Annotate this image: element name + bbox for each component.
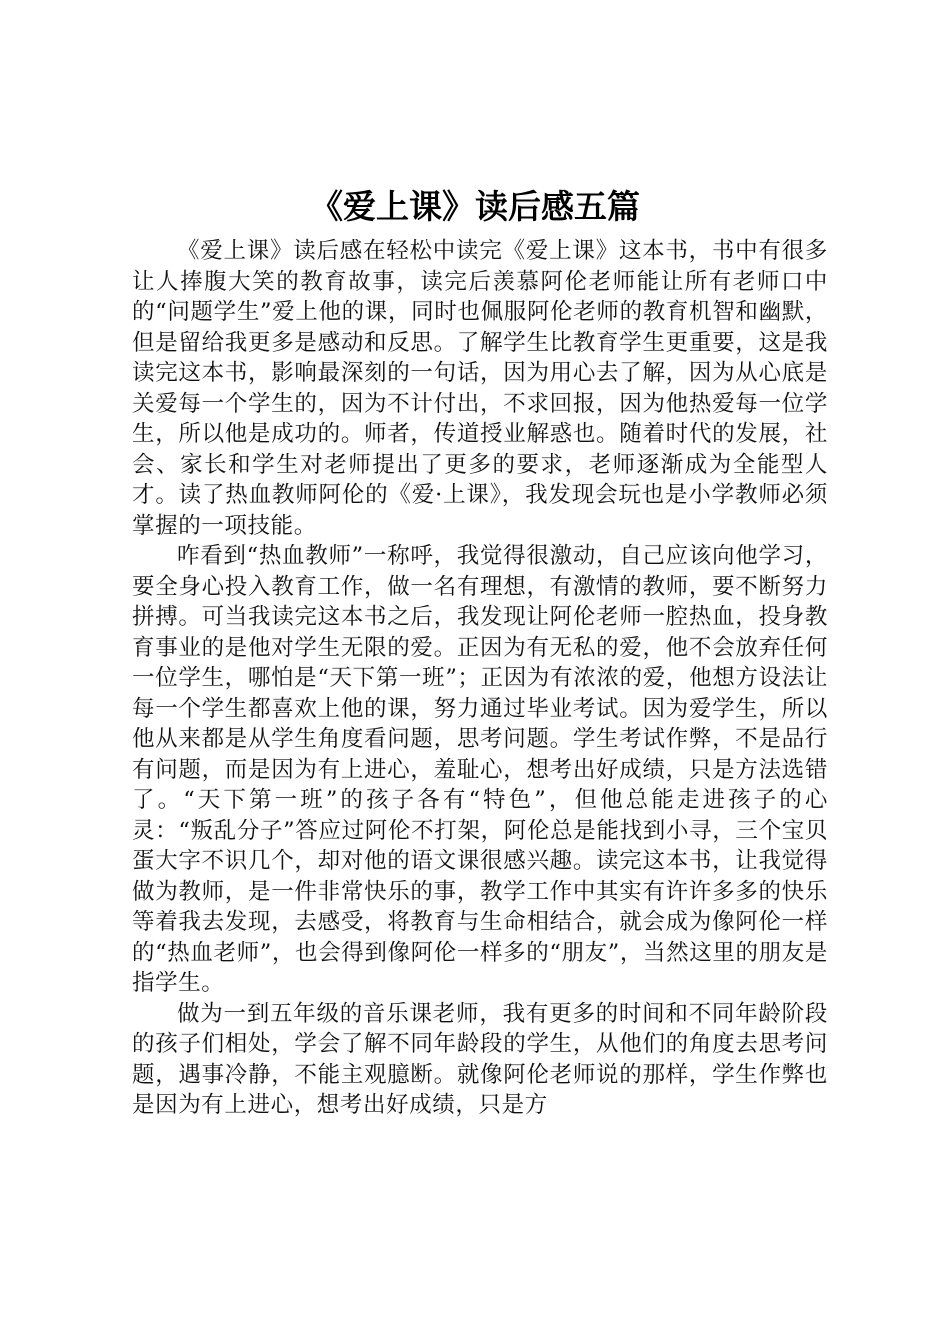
document-title: 《爱上课》读后感五篇: [310, 187, 640, 226]
document-body: [132, 236, 828, 1121]
paragraph: 《爱上课》读后感在轻松中读完《爱上课》这本书，书中有很多让人捧腹大笑的教育故事，读完后羡慕阿伦老师能让所有老师口中的“问题学生”爱上他的课，同时也佩服阿伦老师的教育机智和幽默，但是留给我更多是感动和反思。了解学生比教育学生更重要，这是我读完这本书，影响最深刻的一句话，因为用心去了解，因为从心底是关爱每一个学生的，因为不计付出，不求回报，因为他热爱每一位学生，所以他是成功的。师者，传道授业解惑也。随着时代的发展，社会、家长和学生对老师提出了更多的要求，老师逐渐成为全能型人才。读了热血教师阿伦的《爱·上课》，我发现会玩也是小学教师必须掌握的一项技能。: [132, 238, 828, 539]
paragraph: 咋看到“热血教师”一称呼，我觉得很激动，自己应该向他学习，要全身心投入教育工作，做一名有理想，有激情的教师，要不断努力拼搏。可当我读完这本书之后，我发现让阿伦老师一腔热血，投身教育事业的是他对学生无限的爱。正因为有无私的爱，他不会放弃任何一位学生，哪怕是“天下第一班”；正因为有浓浓的爱，他想方设法让每一个学生都喜欢上他的课，努力通过毕业考试。因为爱学生，所以他从来都是从学生角度看问题，思考问题。学生考试作弊，不是品行有问题，而是因为有上进心，羞耻心，想考出好成绩，只是方法选错了。“天下第一班”的孩子各有“特色”，但他总能走进孩子的心灵：“叛乱分子”答应过阿伦不打架，阿伦总是能找到小寻，三个宝贝蛋大字不识几个，却对他的语文课很感兴趣。读完这本书，让我觉得做为教师，是一件非常快乐的事，教学工作中其实有许许多多的快乐等着我去发现，去感受，将教育与生命相结合，就会成为像阿伦一样的“热血老师”，也会得到像阿伦一样多的“朋友”，当然这里的朋友是指学生。: [132, 543, 828, 996]
paragraph: 做为一到五年级的音乐课老师，我有更多的时间和不同年龄阶段的孩子们相处，学会了解不同年龄段的学生，从他们的角度去思考问题，遇事冷静，不能主观臆断。就像阿伦老师说的那样，学生作弊也是因为有上进心，想考出好成绩，只是方: [132, 1000, 828, 1118]
